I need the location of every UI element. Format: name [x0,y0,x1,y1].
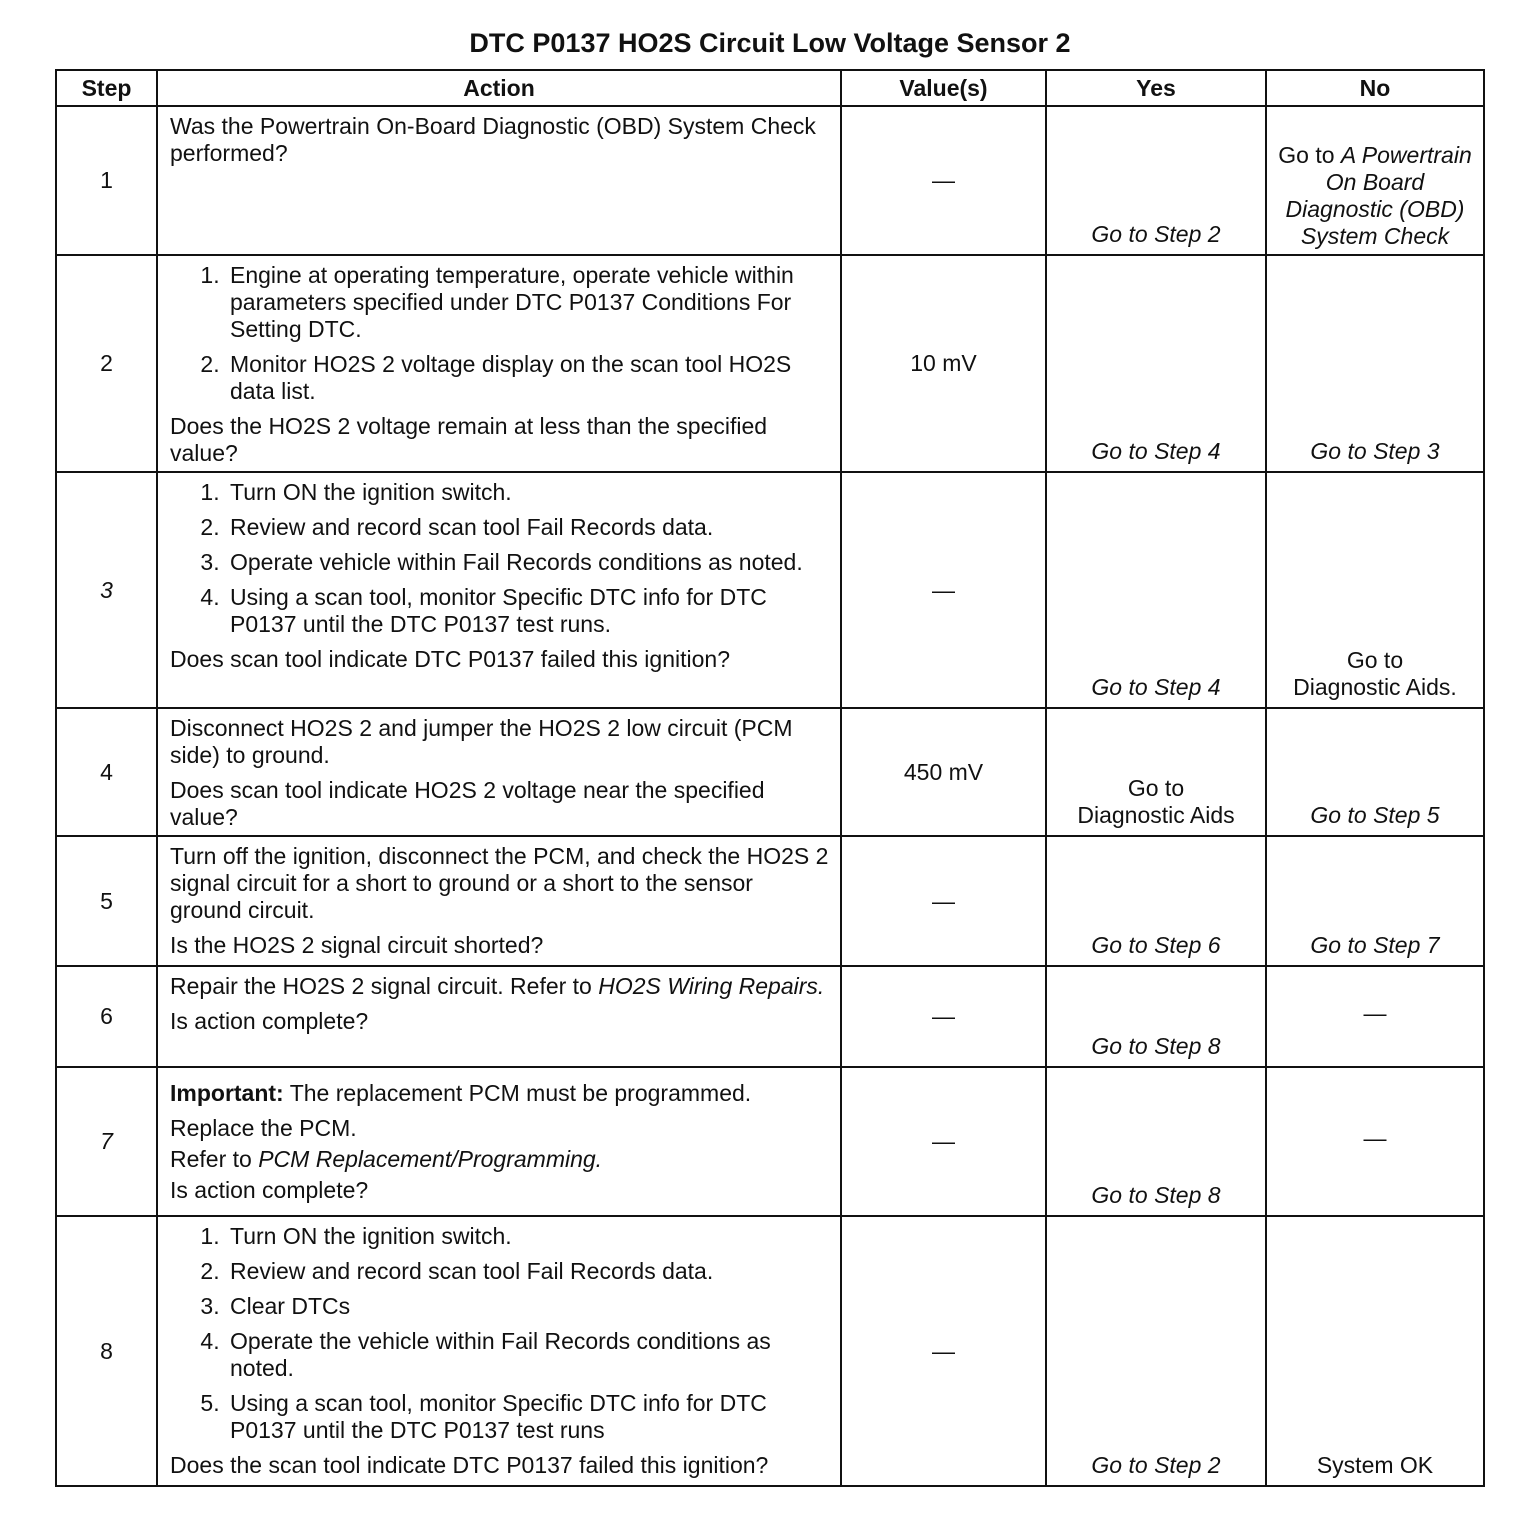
yes-reference: Diagnostic Aids [1077,802,1235,828]
yes-cell [1046,708,1266,836]
action-cell [157,966,841,1067]
action-question: Does scan tool indicate HO2S 2 voltage near the specified value? [170,777,765,830]
action-question: Does the HO2S 2 voltage remain at less than the specified value? [170,413,768,466]
action-question: Is the HO2S 2 signal circuit shorted? [170,932,544,958]
action-list [170,262,830,405]
action-text-prefix: Repair the HO2S 2 signal circuit. Refer to [170,973,592,999]
table-row [56,1216,1484,1486]
list-item: 1. Turn ON the ignition switch. [226,1223,830,1250]
no-line: Go to [1346,647,1404,673]
action-cell [157,255,841,472]
step-number: 3 [56,472,157,708]
step-number: 1 [56,106,157,255]
action-cell [157,472,841,708]
yes-line: Go to [1127,775,1185,801]
yes-cell: Go to Step 2 [1046,1216,1266,1486]
no-reference: A Powertrain On Board Diagnostic (OBD) System Check [1285,142,1472,249]
no-cell: System OK [1266,1216,1484,1486]
no-reference: Diagnostic Aids. [1293,674,1457,700]
action-cell [157,1067,841,1216]
list-item: 1. Engine at operating temperature, operate vehicle within parameters specified under DTC P0137 Conditions For Setting DTC. [226,262,830,343]
table-row [56,255,1484,472]
list-item: 2. Monitor HO2S 2 voltage display on the scan tool HO2S data list. [226,351,830,405]
yes-cell: Go to Step 6 [1046,836,1266,966]
list-item: 3. Operate vehicle within Fail Records conditions as noted. [226,549,830,576]
step-number: 8 [56,1216,157,1486]
action-question: Is action complete? [170,1008,369,1034]
list-item: 4. Using a scan tool, monitor Specific DTC info for DTC P0137 until the DTC P0137 test runs. [226,584,830,638]
no-cell: Go to Step 5 [1266,708,1484,836]
list-item: 5. Using a scan tool, monitor Specific DTC info for DTC P0137 until the DTC P0137 test runs [226,1390,830,1444]
table-row [56,106,1484,255]
table-row [56,472,1484,708]
step-number: 4 [56,708,157,836]
no-cell [1266,472,1484,708]
value-cell: 10 mV [841,255,1046,472]
action-question: Is action complete? [170,1177,369,1203]
header-row [56,70,1484,106]
action-cell [157,708,841,836]
action-question: Was the Powertrain On-Board Diagnostic (OBD) System Check performed? [170,113,816,166]
table-row [56,708,1484,836]
col-header-action: Action [157,70,841,106]
action-text: Turn off the ignition, disconnect the PCM, and check the HO2S 2 signal circuit for a short to ground or a short to the sensor ground circuit. [170,843,829,923]
yes-cell: Go to Step 4 [1046,472,1266,708]
yes-cell: Go to Step 2 [1046,106,1266,255]
action-reference: PCM Replacement/Programming. [258,1146,603,1172]
table-row [56,966,1484,1067]
action-cell [157,836,841,966]
step-number: 5 [56,836,157,966]
list-item: 4. Operate the vehicle within Fail Records conditions as noted. [226,1328,830,1382]
no-cell: Go to Step 7 [1266,836,1484,966]
yes-cell: Go to Step 4 [1046,255,1266,472]
value-cell: — [841,1216,1046,1486]
action-cell [157,1216,841,1486]
step-number: 7 [56,1067,157,1216]
list-item: 3. Clear DTCs [226,1293,830,1320]
no-cell [1266,106,1484,255]
value-cell: — [841,1067,1046,1216]
action-cell [157,106,841,255]
no-cell: — [1266,1067,1484,1216]
value-cell: — [841,472,1046,708]
yes-cell: Go to Step 8 [1046,966,1266,1067]
list-item: 2. Review and record scan tool Fail Records data. [226,1258,830,1285]
table-row [56,1067,1484,1216]
action-list [170,479,830,638]
diagnostic-table [55,69,1485,1487]
list-item: 2. Review and record scan tool Fail Records data. [226,514,830,541]
action-question: Does scan tool indicate DTC P0137 failed this ignition? [170,646,730,672]
refer-prefix: Refer to [170,1146,252,1172]
action-list [170,1223,830,1444]
action-question: Does the scan tool indicate DTC P0137 failed this ignition? [170,1452,769,1478]
action-reference: HO2S Wiring Repairs. [598,973,825,999]
action-text: Replace the PCM. [170,1115,357,1141]
page-title: DTC P0137 HO2S Circuit Low Voltage Sensor 2 [469,28,1071,58]
important-text: The replacement PCM must be programmed. [289,1080,752,1106]
action-text: Disconnect HO2S 2 and jumper the HO2S 2 low circuit (PCM side) to ground. [170,715,793,768]
value-cell: — [841,106,1046,255]
important-label: Important: [170,1080,284,1106]
step-number: 6 [56,966,157,1067]
no-prefix: Go to [1278,142,1335,168]
value-cell: — [841,966,1046,1067]
no-cell: Go to Step 3 [1266,255,1484,472]
col-header-no: No [1266,70,1484,106]
col-header-yes: Yes [1046,70,1266,106]
value-cell: 450 mV [841,708,1046,836]
yes-cell: Go to Step 8 [1046,1067,1266,1216]
table-row [56,836,1484,966]
col-header-values: Value(s) [841,70,1046,106]
action-refer [170,1146,830,1173]
important-note [170,1080,830,1107]
col-header-step: Step [56,70,157,106]
value-cell: — [841,836,1046,966]
no-cell: — [1266,966,1484,1067]
action-text [170,973,830,1000]
list-item: 1. Turn ON the ignition switch. [226,479,830,506]
step-number: 2 [56,255,157,472]
